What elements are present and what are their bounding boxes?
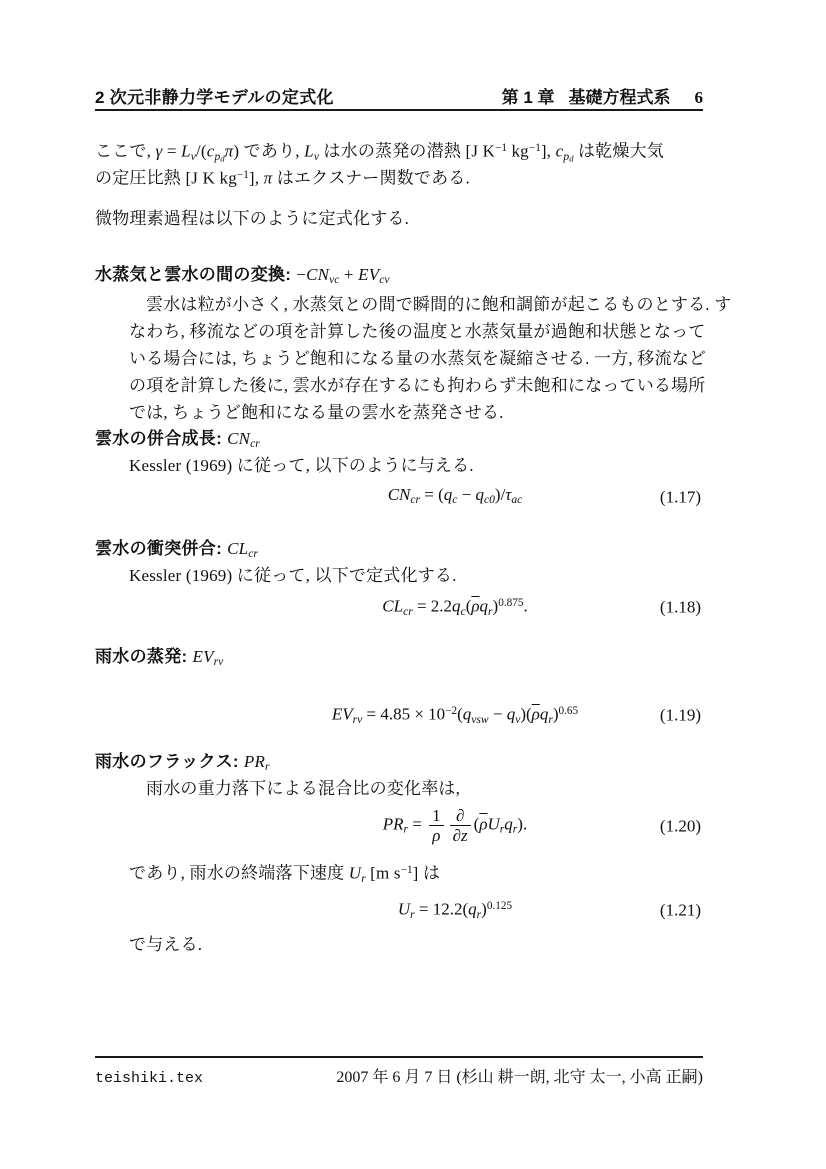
paragraph-line: Kessler (1969) に従って, 以下で定式化する. [129, 566, 457, 585]
paragraph-line: なわち, 移流などの項を計算した後の温度と水蒸気量が過飽和状態となって [129, 322, 706, 341]
paragraph-line: 雨水の重力落下による混合比の変化率は, [146, 779, 461, 798]
equation-1-18 [95, 593, 703, 622]
equation-body: EVrv = $4.85 \times 10^{-2}(qvsw - qv)(\overline{\rho}qr)^{0.65}$ [331, 704, 579, 726]
equation-1-17 [95, 484, 703, 510]
paragraph-line: Kessler (1969) に従って, 以下のように与える. [129, 456, 474, 475]
equation-body: Ur = 12.2(qr)$^{0.125}$ [397, 899, 513, 921]
heading-rain-flux: 雨水のフラックス: PRr [95, 752, 270, 774]
intro-paragraph-line: ここで, $\gamma = Lv/(cp_d\pi)$ であり, Lv は水の蒸発の潜熱 [J $K^{-1}$ $kg^{-1}$], $cp_d$ は乾燥大気 [95, 141, 664, 164]
header-rule [95, 109, 703, 111]
equation-body: CLcr = $2.2qc(\overline{\rho}qr)^{0.875}$. [382, 596, 528, 618]
intro-paragraph-line: の定圧比熱 [J K $kg^{-1}$], π はエクスナー関数である. [95, 168, 470, 188]
paragraph-line: で与える. [129, 935, 203, 954]
paragraph-line: いる場合には, ちょうど飽和になる量の水蒸気を凝縮させる. 一方, 移流など [129, 349, 707, 368]
footer-rule [95, 1056, 703, 1058]
running-header [95, 83, 703, 108]
equation-number: (1.18) [659, 597, 701, 617]
heading-rain-evaporation: 雨水の蒸発: EVrv [95, 647, 224, 669]
equation-number: (1.21) [659, 900, 701, 920]
heading-cloud-autoconversion: 雲水の併合成長: CNcr [95, 429, 260, 451]
equation-1-20 [95, 806, 703, 845]
header-chapter-label: 第 1 章 [501, 88, 555, 107]
header-page-number: 6 [694, 88, 703, 107]
heading-vapor-cloud-conversion: 水蒸気と雲水の間の変換: −CNvc + EVcv [95, 265, 390, 287]
equation-body: CNcr = (qc − qc0)/τac [387, 485, 523, 507]
equation-number: (1.19) [659, 705, 701, 725]
equation-1-21 [95, 896, 703, 925]
equation-body: PRr = $\frac{1}{\rho}$ $\frac{\partial}{\partial z}$ $(\overline{\rho}Urqr)$. [382, 806, 528, 846]
header-chapter-title: 基礎方程式系 [568, 88, 671, 107]
heading-cloud-collection: 雲水の衝突併合: CLcr [95, 539, 258, 561]
footer-filename: teishiki.tex [95, 1070, 204, 1087]
footer-date-authors: 2007 年 6 月 7 日 (杉山 耕一朗, 北守 太一, 小高 正嗣) [336, 1069, 703, 1086]
microphysics-paragraph-line: 微物理素過程は以下のように定式化する. [95, 209, 410, 228]
header-section-title: 2 次元非静力学モデルの定式化 [95, 88, 334, 107]
equation-number: (1.17) [659, 487, 701, 507]
equation-1-19 [95, 701, 703, 730]
running-footer [95, 1064, 703, 1087]
header-right [502, 83, 703, 108]
paragraph-line: では, ちょうど飽和になる量の雲水を蒸発させる. [129, 403, 504, 422]
paragraph-line: の項を計算した後に, 雲水が存在するにも拘わらず未飽和になっている場所 [129, 376, 706, 395]
paragraph-line: であり, 雨水の終端落下速度 Ur [m $s^{-1}$] は [129, 863, 441, 885]
paragraph-line: 雲水は粒が小さく, 水蒸気との間で瞬間的に飽和調節が起こるものとする. す [146, 295, 732, 314]
equation-number: (1.20) [659, 816, 701, 836]
